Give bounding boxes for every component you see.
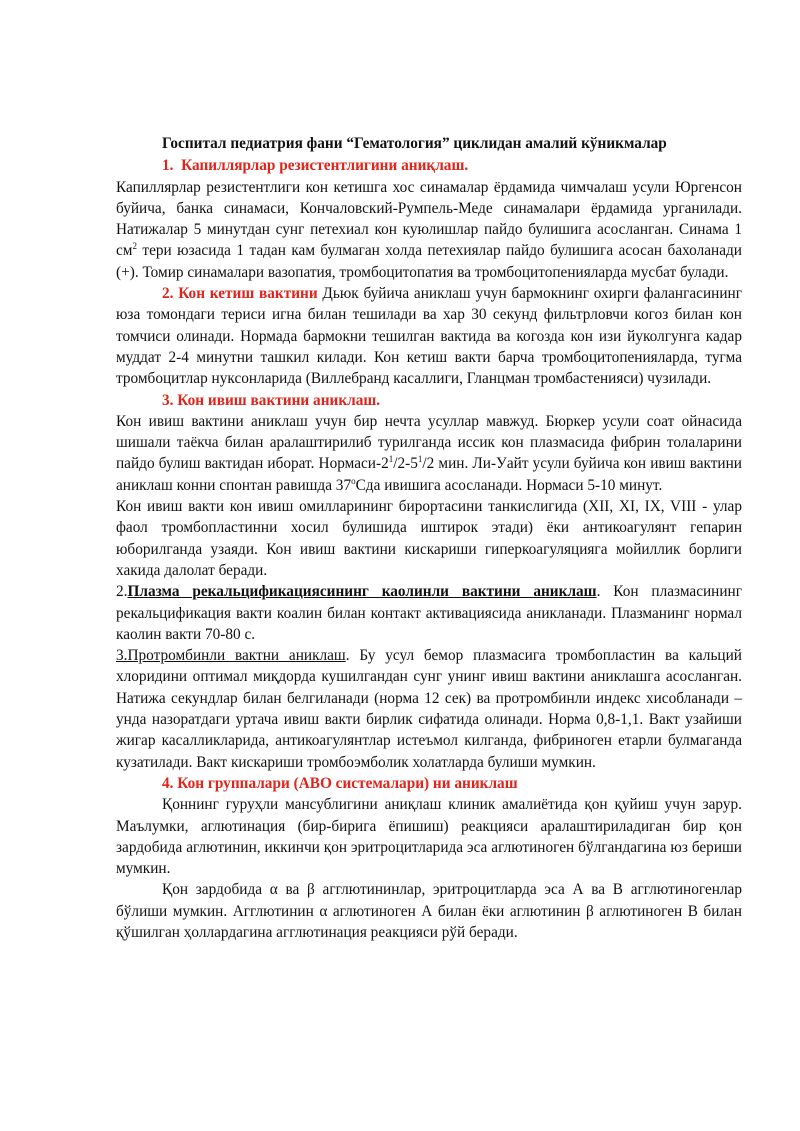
section-3-sup-1: 1 — [388, 454, 394, 465]
section-3-sup-2: 1 — [417, 454, 423, 465]
section-4-paragraph-1: Қоннинг гуруҳли мансублигини аниқлаш клиник амалиётида қон қуйиш учун зарур. Маълумки, аглютинация (бир-бирига ёпишиш) реакцияси аралаштириладиган бир қон зардобида аглютинин, иккинчи қон эритроцитларида эса аглютиноген бўлгандагина юз бериши мумкин. — [116, 796, 742, 878]
section-2-paragraph — [116, 283, 742, 389]
section-1-sup: 2 — [132, 241, 137, 252]
section-3-text-a: Кон ивиш вактини аниклаш учун бир нечта усуллар мавжуд. Бюркер усули соат ойнасида шишали таёкча билан аралаштирилиб турилганда иссик кон плазмасида фибрин толаларини пайдо булиш вактидан иборат. Нормаси-2 — [116, 412, 742, 473]
section-2-heading: 2. Кон кетиш вактини — [162, 285, 318, 303]
section-3-paragraph-1 — [116, 411, 742, 496]
section-1-text-b: тери юзасида 1 тадан кам булмаган холда петехиялар пайдо булишига асосан бахоланади (+). Томир синамалари вазопатия, тромбоцитопатия ва тромбоцитопенияларда мусбат булади. — [116, 242, 742, 281]
section-3-text-c: /2 мин. Ли-Уайт усули буйича кон ивиш вактини аниклаш конни спонтан равишда 37 — [116, 455, 742, 494]
section-2-text: Дьюк буйича аниклаш учун бармокнинг охирги фалангасининг юза томондаги териси игна билан тешилади ва хар 30 секунд фильтрловчи когоз билан кон томчиси олинади. Нормада бармокни тешилган вактида ва когозда кон изи йуколгунга кадар муддат 2-4 минутни ташкил килади. Кон кетиш вакти барча тромбоцитопенияларда, тугма тромбоцитлар нуксонларида (Виллебранд касаллиги, Гланцман тромбастенияси) чузилади. — [116, 285, 742, 388]
section-3-sup-3: о — [351, 475, 356, 486]
section-3-2-number: 2. — [116, 583, 128, 601]
section-3-2-text: . Кон плазмасининг рекальцификация вакти коалин билан контакт активациясида аникланади. Плазманинг нормал каолин вакти 70-80 с. — [116, 583, 743, 643]
section-3-text-d: Сда ивишига асосланади. Нормаси 5-10 минут. — [355, 476, 663, 494]
section-1-heading: 1. Капиллярлар резистентлигини аниқлаш. — [162, 157, 469, 175]
section-1-text-a: Капиллярлар резистентлиги кон кетишга хос синамалар ёрдамида чимчалаш усули Юргенсон буйича, банка синамаси, Кончаловский-Румпель-Меде синамалари ёрдамида урганилади. Натижалар 5 минутдан сунг петехиал кон куюлишлар пайдо булишига асосланган. Синама 1 см — [116, 178, 742, 260]
section-3-3-text: . Бу усул бемор плазмасига тромбопластин ва кальций хлоридини оптимал миқдорда кушилгандан сунг унинг ивиш вактини аниклашга асосланган. Натижа секундлар билан белгиланади (норма 12 сек) ва протромбинли индекс хисобланади – унда назоратдаги уртача ивиш вакти бирлик сифатида олинади. Норма 0,8-1,1. Вакт узайиши жигар касалликларида, антикоагулянтлар истеъмол килганда, фибриноген етарли булмаганда кузатилади. Вакт кискариши тромбоэмболик холатларда булиши мумкин. — [116, 647, 742, 771]
section-3-text-b: /2-5 — [393, 455, 418, 473]
section-3-3-paragraph — [116, 645, 742, 773]
section-1-paragraph — [116, 177, 742, 283]
document-title: Госпитал педиатрия фани “Гематология” циклидан амалий кўникмалар — [162, 135, 667, 152]
section-3-heading: 3. Кон ивиш вактини аниклаш. — [162, 391, 381, 409]
section-3-3-heading: 3.Протромбинли вактни аниклаш — [116, 647, 346, 665]
section-4-paragraph-2: Қон зардобида α ва β агглютининлар, эритроцитларда эса А ва В агглютиногенлар бўлиши мумкин. Агглютинин α аглютиноген А билан ёки аглютинин β аглютиноген В билан қўшилган ҳоллардагина агглютинация реакцияси рўй беради. — [116, 881, 742, 941]
document-page — [116, 133, 742, 943]
section-4-heading: 4. Кон группалари (АВО системалари) ни аниклаш — [162, 774, 518, 792]
section-3-2-heading: Плазма рекальцификациясининг каолинли вактини аниклаш — [127, 583, 597, 601]
section-3-paragraph-2: Кон ивиш вакти кон ивиш омилларининг бирортасини танкислигида (XII, XI, IX, VIII - улар фаол тромбопластинни хосил булишида иштирок этади) ёки антикоагулянт гепарин юборилганда узаяди. Кон ивиш вактини кискариши гиперкоагуляцияга мойиллик борлиги хакида далолат беради. — [116, 498, 742, 579]
section-3-2-paragraph — [116, 581, 742, 645]
